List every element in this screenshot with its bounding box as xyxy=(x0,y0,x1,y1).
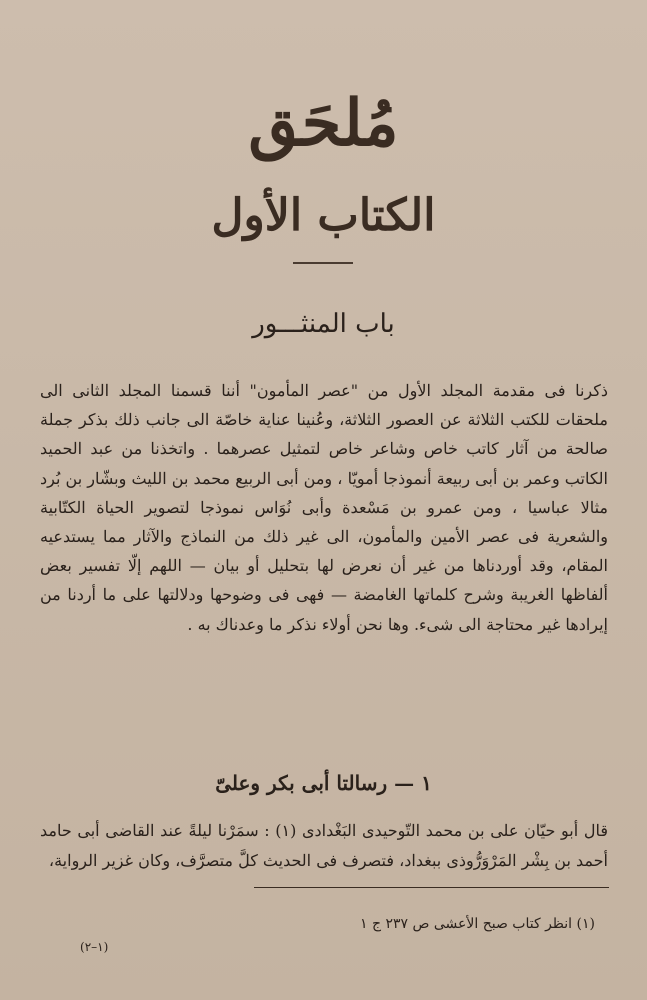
footnote: (١) انظر كتاب صبح الأعشى ص ٢٣٧ ج ١ xyxy=(360,916,595,932)
appendix-title: مُلحَق xyxy=(248,86,399,161)
intro-paragraph: ذكرنا فى مقدمة المجلد الأول من "عصر المأمون" أننا قسمنا المجلد الثانى الى ملحقات للكتب الثلاثة عن العصور الثلاثة، وعُنينا عناية خاصّة الى جانب ذلك بذكر جملة صالحة من آثار كاتب خاص وشاعر خاص لتمثيل عصرهما . واتخذنا من عبد الحميد الكاتب وعمر بن أبى ربيعة أنموذجا أمويّا ، ومن أبى الربيع محمد بن الليث وبشّار بن بُرد مثالا عباسيا ، ومن عمرو بن مَسْعدة وأبى نُوَاس نموذجا لتصوير الحياة الكتّابية والشعرية فى عصر الأمين والمأمون، الى غير ذلك من النماذج والآثار مما يستدعيه المقام، وقد أوردناها من غير أن نعرض لها بتحليل أو بيان — اللهم إلّا تفسير بعض ألفاظها الغريبة وشرح كلماتها الغامضة — فهى فى وضوحها ودلالتها على ما أردنا من إيرادها غير محتاجة الى شىء. وها نحن أولاء نذكر ما وعدناك به . xyxy=(40,381,608,634)
book-title: الكتاب الأول xyxy=(211,190,436,241)
section-title: باب المنثـــور xyxy=(252,309,395,339)
quote-paragraph: قال أبو حيّان على بن محمد التّوحيدى البَغْدادى (١) : سمَرْنا ليلةً عند القاضى أبى حامد أحمد بن بِشْر المَرْوَرُّوذى ببغداد، فتصرف فى الحديث كلَّ متصرَّف، وكان غزير الرواية، xyxy=(40,821,609,870)
subsection-title: ١ — رسالتا أبى بكر وعلىّ xyxy=(215,771,432,795)
title-divider xyxy=(293,262,353,264)
signature-mark: (١–٢) xyxy=(80,940,109,954)
text-underline xyxy=(254,887,609,888)
